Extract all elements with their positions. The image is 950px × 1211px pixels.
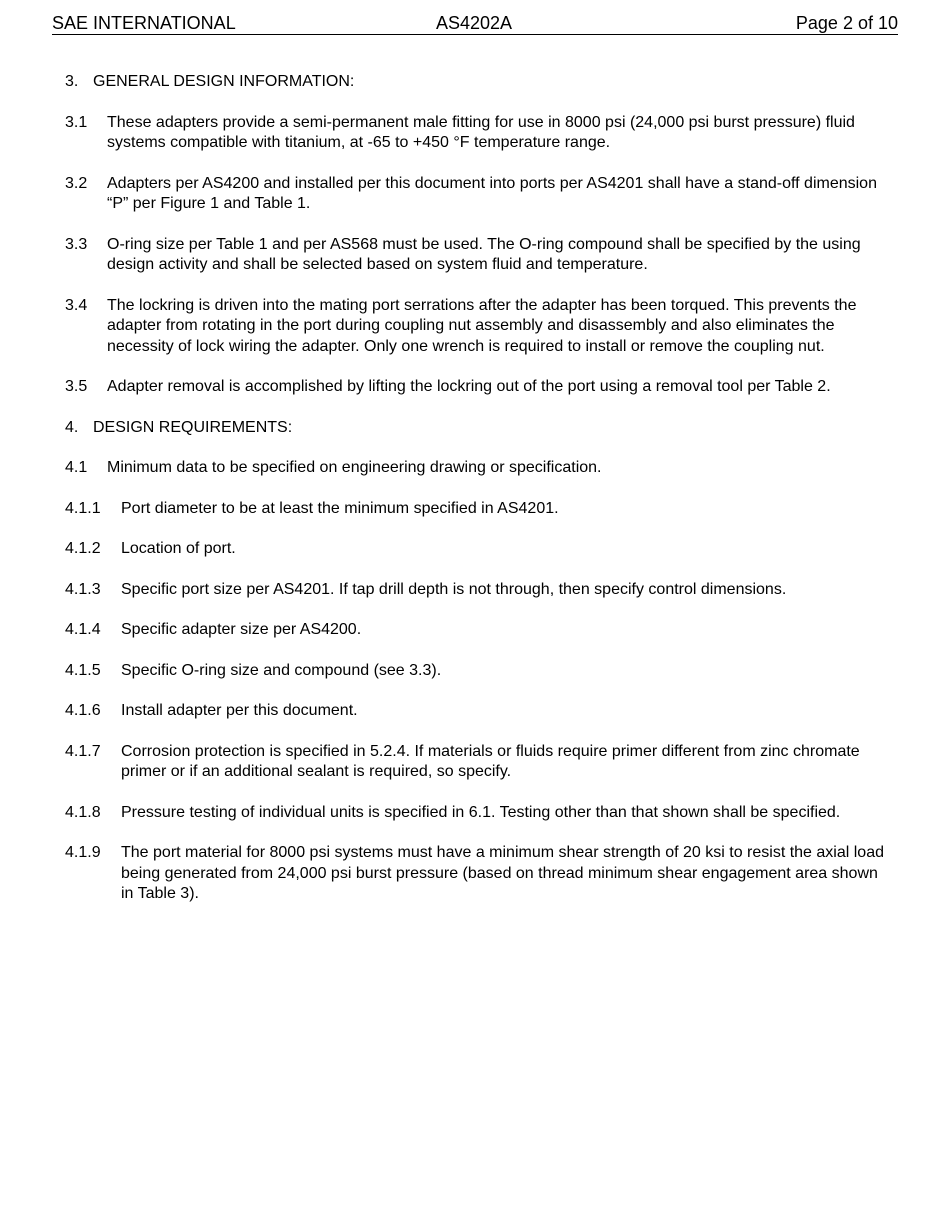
paragraph-4-1-6	[65, 701, 885, 722]
section-title: GENERAL DESIGN INFORMATION:	[93, 73, 355, 90]
paragraph-3-4	[65, 296, 885, 358]
paragraph-text: Pressure testing of individual units is specified in 6.1. Testing other than that shown shall be specified.	[121, 803, 841, 821]
paragraph-4-1-5	[65, 661, 885, 682]
paragraph-number: 4.1.2	[65, 540, 101, 557]
paragraph-text: The lockring is driven into the mating port serrations after the adapter has been torqued. This prevents the adapter from rotating in the port during coupling nut assembly and disassembly and also eliminates the necessity of lock wiring the adapter. Only one wrench is required to install or remove the coupling nut.	[107, 296, 857, 355]
paragraph-text: Location of port.	[121, 540, 236, 557]
paragraph-number: 3.5	[65, 378, 88, 395]
paragraph-text: Minimum data to be specified on engineering drawing or specification.	[107, 459, 602, 476]
section-heading-3	[65, 72, 885, 93]
paragraph-4-1-3	[65, 580, 885, 601]
page-header	[52, 12, 898, 35]
paragraph-4-1-2	[65, 539, 885, 560]
paragraph-number: 4.1.3	[65, 580, 101, 598]
paragraph-number: 4.1.7	[65, 742, 101, 760]
paragraph-text: Specific O-ring size and compound (see 3.3).	[121, 661, 442, 679]
section-number: 4.	[65, 418, 79, 436]
paragraph-3-1	[65, 113, 885, 154]
paragraph-number: 4.1.9	[65, 844, 101, 861]
paragraph-number: 4.1.4	[65, 621, 101, 638]
paragraph-4-1-4	[65, 620, 885, 641]
paragraph-text: Corrosion protection is specified in 5.2.4. If materials or fluids require primer different from zinc chromate primer or if an additional sealant is required, so specify.	[121, 742, 860, 780]
paragraph-4-1-1	[65, 499, 885, 520]
paragraph-number: 4.1	[65, 459, 88, 476]
paragraph-4-1-9	[65, 843, 885, 905]
paragraph-number: 4.1.6	[65, 702, 101, 719]
paragraph-number: 3.4	[65, 296, 88, 314]
paragraph-text: Port diameter to be at least the minimum specified in AS4201.	[121, 499, 559, 517]
header-org: SAE INTERNATIONAL	[52, 13, 236, 33]
paragraph-3-2	[65, 174, 885, 215]
section-heading-4	[65, 418, 885, 439]
paragraph-text: O-ring size per Table 1 and per AS568 must be used. The O-ring compound shall be specified by the using design activity and shall be selected based on system fluid and temperature.	[107, 235, 861, 273]
paragraph-text: Adapters per AS4200 and installed per this document into ports per AS4201 shall have a stand-off dimension “P” per Figure 1 and Table 1.	[107, 174, 877, 212]
paragraph-text: The port material for 8000 psi systems must have a minimum shear strength of 20 ksi to resist the axial load being generated from 24,000 psi burst pressure (based on thread minimum shear engagement area shown in Table 3).	[121, 844, 884, 902]
paragraph-3-3	[65, 235, 885, 276]
header-page-number: Page 2 of 10	[795, 13, 898, 33]
paragraph-number: 4.1.1	[65, 499, 101, 517]
paragraph-number: 4.1.5	[65, 661, 101, 679]
paragraph-text: Install adapter per this document.	[121, 702, 358, 719]
paragraph-4-1	[65, 458, 885, 479]
paragraph-number: 4.1.8	[65, 803, 101, 821]
document-body	[65, 72, 885, 925]
paragraph-text: Adapter removal is accomplished by lifting the lockring out of the port using a removal tool per Table 2.	[107, 378, 831, 395]
paragraph-text: These adapters provide a semi-permanent male fitting for use in 8000 psi (24,000 psi burst pressure) fluid systems compatible with titanium, at -65 to +450 °F temperature range.	[107, 113, 855, 151]
paragraph-text: Specific adapter size per AS4200.	[121, 621, 362, 638]
paragraph-number: 3.2	[65, 174, 88, 192]
paragraph-text: Specific port size per AS4201. If tap drill depth is not through, then specify control dimensions.	[121, 580, 787, 598]
paragraph-number: 3.3	[65, 235, 88, 253]
paragraph-4-1-8	[65, 803, 885, 824]
section-number: 3.	[65, 73, 79, 90]
paragraph-number: 3.1	[65, 113, 88, 131]
section-title: DESIGN REQUIREMENTS:	[93, 418, 293, 436]
paragraph-3-5	[65, 377, 885, 398]
header-doc-id: AS4202A	[436, 13, 513, 33]
paragraph-4-1-7	[65, 742, 885, 783]
